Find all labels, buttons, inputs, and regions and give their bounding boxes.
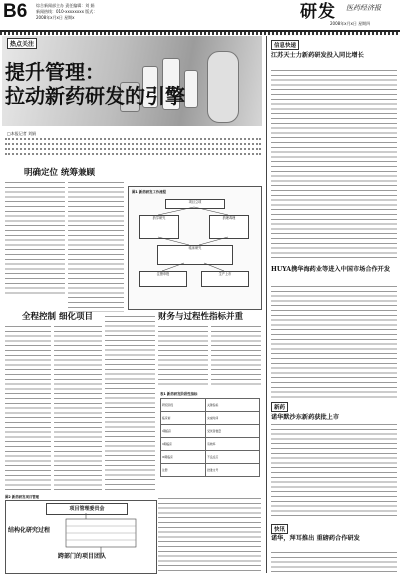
diagram-label: 结构化研究过程 bbox=[8, 527, 51, 534]
news-brief-column bbox=[266, 36, 399, 573]
brief-headline: 江苏天士力新药研发投入同比增长 bbox=[271, 52, 364, 59]
body-text bbox=[271, 286, 397, 398]
table-cell: II期临床 bbox=[161, 438, 206, 451]
body-text bbox=[158, 498, 261, 572]
issue-date: 2008年x月x日 星期四 bbox=[330, 21, 371, 26]
figure-caption: 图2 新药研发项目管理 bbox=[5, 495, 40, 499]
table-title: 表1 新药研发阶段性指标 bbox=[160, 392, 198, 396]
body-text bbox=[54, 326, 102, 491]
flow-box: 注册申报 bbox=[139, 271, 187, 287]
diagram-box: 项目管理委员会 bbox=[46, 503, 128, 515]
kicker-label: 热点关注 bbox=[7, 38, 37, 49]
table-cell: 不良反应 bbox=[206, 451, 260, 464]
header-line: 2008年x月x日 星期x bbox=[36, 15, 75, 20]
brief-headline: HUYA携华海药业等进入中国市场合作开发 bbox=[271, 266, 391, 273]
table-cell: 关键指标 bbox=[206, 399, 260, 412]
flow-box: 临床研究 bbox=[157, 245, 233, 265]
page-code: B6 bbox=[3, 1, 28, 22]
body-text bbox=[68, 182, 124, 312]
body-text bbox=[5, 182, 65, 294]
flow-box: 项目立项 bbox=[165, 199, 225, 209]
byline: □本报记者 刘娟 bbox=[7, 131, 37, 136]
body-text bbox=[5, 326, 51, 491]
brief-headline: 诺华默沙东新药获批上市 bbox=[271, 414, 340, 421]
headline bbox=[5, 60, 225, 108]
body-text bbox=[105, 316, 155, 491]
header-info bbox=[36, 3, 186, 21]
lead-paragraph bbox=[5, 137, 261, 157]
body-text bbox=[271, 424, 397, 520]
body-text bbox=[271, 552, 397, 572]
column-name: 研发 bbox=[300, 2, 336, 21]
headline-line-2: 拉动新药研发的引擎 bbox=[5, 84, 185, 108]
section-label: 新药 bbox=[271, 402, 288, 412]
table-cell: 完成时间 bbox=[206, 412, 260, 425]
figure-caption: 图1 新药研发工作流程 bbox=[132, 190, 167, 194]
flow-box: 生产上市 bbox=[201, 271, 249, 287]
diagram-arrows bbox=[6, 501, 156, 573]
table-cell: 研究阶段 bbox=[161, 399, 206, 412]
body-text bbox=[271, 70, 397, 260]
table-row bbox=[161, 438, 260, 451]
flow-box: 药理毒理 bbox=[209, 215, 249, 239]
paper-name: 医药经济报 bbox=[346, 4, 381, 12]
table-cell: III期临床 bbox=[161, 451, 206, 464]
section-label: 信息快递 bbox=[271, 40, 299, 50]
table-cell: 有效率 bbox=[206, 438, 260, 451]
table-row bbox=[161, 412, 260, 425]
indicator-table bbox=[160, 398, 260, 477]
section-heading: 全程控制 细化项目 bbox=[22, 312, 93, 322]
flow-arrows bbox=[129, 187, 261, 309]
table-row bbox=[161, 464, 260, 477]
table-row bbox=[161, 425, 260, 438]
section-label: 快讯 bbox=[271, 524, 288, 534]
headline-line-1: 提升管理： bbox=[5, 60, 105, 84]
section-heading: 明确定位 统筹兼顾 bbox=[24, 168, 95, 178]
table-cell: 注册 bbox=[161, 464, 206, 477]
body-text bbox=[211, 326, 261, 386]
table-cell: I期临床 bbox=[161, 425, 206, 438]
header-line: 新闻热线：010-xxxxxxxx 版式： bbox=[36, 9, 98, 14]
header-line: 综合新闻部主办 责任编辑：刘 娟 bbox=[36, 3, 95, 8]
diagram-label: 跨部门的项目团队 bbox=[58, 553, 107, 560]
table-cell: 临床前 bbox=[161, 412, 206, 425]
table-row bbox=[161, 399, 260, 412]
body-text bbox=[158, 326, 208, 386]
table-cell: 批准文号 bbox=[206, 464, 260, 477]
section-heading: 财务与过程性指标并重 bbox=[158, 312, 244, 322]
table-row bbox=[161, 451, 260, 464]
figure-2 bbox=[5, 500, 157, 574]
page-header bbox=[0, 0, 400, 32]
table-cell: 受试者数量 bbox=[206, 425, 260, 438]
brief-headline: 诺华，拜耳推出 重磅药合作研发 bbox=[271, 535, 360, 542]
flow-box: 药学研究 bbox=[139, 215, 179, 239]
header-divider bbox=[0, 32, 400, 35]
figure-1 bbox=[128, 186, 262, 310]
